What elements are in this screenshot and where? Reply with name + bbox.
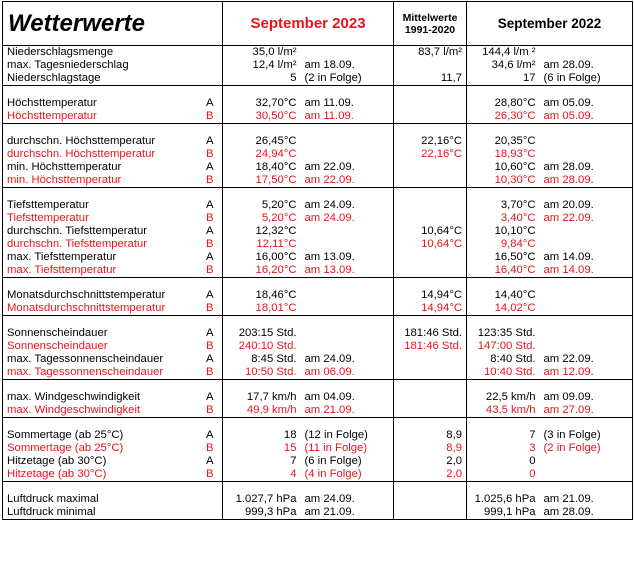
weather-table-sheet (2, 1, 632, 578)
header-mittelwerte-line2: 1991-2020 (404, 23, 456, 36)
spacer-cell (467, 418, 633, 430)
value-2022: 20,35°C (467, 135, 540, 148)
row-station-marker: A (205, 161, 214, 173)
spacer-cell (394, 316, 467, 328)
value-mittelwert: 14,94°C (394, 302, 467, 316)
spacer-row (3, 188, 633, 200)
detail-2023 (301, 340, 394, 353)
table-row (3, 391, 633, 404)
row-station-marker: A (205, 135, 214, 147)
value-2022: 16,50°C (467, 251, 540, 264)
table-row (3, 174, 633, 188)
row-label: Höchsttemperatur (3, 110, 198, 124)
spacer-cell (3, 380, 223, 392)
detail-2023: am 18.09. (304, 59, 355, 71)
value-2023: 12,32°C (223, 225, 301, 238)
value-mittelwert (394, 493, 467, 506)
row-station-marker: B (198, 404, 223, 418)
value-2023: 12,11°C (223, 238, 301, 251)
spacer-cell (394, 418, 467, 430)
row-station-marker (198, 46, 223, 60)
spacer-cell (223, 278, 394, 290)
spacer-cell (394, 482, 467, 494)
detail-2022 (540, 289, 633, 302)
row-label: max. Tiefsttemperatur (3, 251, 198, 264)
value-2023: 5 (223, 72, 301, 86)
row-station-marker: B (198, 174, 223, 188)
value-2023: 8:45 Std. (223, 353, 301, 366)
detail-2023: am 24.09. (304, 493, 355, 505)
spacer-cell (223, 316, 394, 328)
detail-2023: am 04.09. (304, 391, 355, 403)
value-mittelwert (394, 212, 467, 225)
page-title: Wetterwerte (3, 2, 223, 46)
detail-2022 (540, 455, 633, 468)
detail-2022 (540, 46, 633, 60)
value-2022: 22,5 km/h (467, 391, 540, 404)
value-2022: 123:35 Std. (467, 327, 540, 340)
value-2022: 1.025,6 hPa (467, 493, 540, 506)
detail-2022: (2 in Folge) (540, 442, 633, 455)
detail-2022: am 09.09. (540, 391, 633, 404)
value-mittelwert (394, 161, 467, 174)
spacer-cell (223, 482, 394, 494)
value-2022: 43,5 km/h (467, 404, 540, 418)
detail-2022: am 21.09. (540, 493, 633, 506)
detail-2022: am 22.09. (540, 353, 633, 366)
value-2022: 3,40°C (467, 212, 540, 225)
row-station-marker (198, 493, 223, 506)
table-row (3, 455, 633, 468)
spacer-cell (3, 482, 223, 494)
value-2022: 10:40 Std. (467, 366, 540, 380)
table-row (3, 72, 633, 86)
value-2023: 26,45°C (223, 135, 301, 148)
weather-values-table (2, 1, 633, 520)
row-label: Hitzetage (ab 30°C) (3, 455, 198, 468)
value-mittelwert (394, 251, 467, 264)
row-label: min. Höchsttemperatur (3, 161, 198, 174)
row-station-marker: A (205, 225, 214, 237)
value-mittelwert (394, 97, 467, 110)
table-row (3, 148, 633, 161)
value-mittelwert: 181:46 Std. (394, 340, 467, 353)
row-label: Monatsdurchschnittstemperatur (3, 302, 198, 316)
row-label: durchschn. Tiefsttemperatur (3, 238, 198, 251)
table-row (3, 404, 633, 418)
detail-2022: am 28.09. (540, 161, 633, 174)
value-2022: 3 (467, 442, 540, 455)
value-2023: 240:10 Std. (223, 340, 301, 353)
spacer-row (3, 316, 633, 328)
table-row (3, 59, 633, 72)
spacer-cell (394, 86, 467, 98)
value-mittelwert: 22,16°C (394, 135, 467, 148)
table-row (3, 225, 633, 238)
detail-2022: am 28.09. (540, 174, 633, 188)
table-row (3, 366, 633, 380)
row-label: max. Tagesniederschlag (3, 59, 198, 72)
table-row (3, 506, 633, 520)
detail-2022 (540, 327, 633, 340)
value-mittelwert: 2,0 (394, 455, 467, 468)
detail-2023 (301, 289, 394, 302)
row-label: max. Tagessonnenscheindauer (3, 353, 198, 366)
row-station-marker: A (205, 391, 214, 403)
value-2023: 24,94°C (223, 148, 301, 161)
row-station-marker: B (198, 302, 223, 316)
detail-2022: am 14.09. (540, 264, 633, 278)
row-station-marker: B (205, 340, 214, 352)
detail-2023: am 24.09. (304, 212, 355, 224)
value-2023: 17,50°C (223, 174, 301, 188)
value-mittelwert (394, 404, 467, 418)
table-row (3, 264, 633, 278)
spacer-cell (467, 86, 633, 98)
value-mittelwert (394, 366, 467, 380)
row-label: Sonnenscheindauer (3, 327, 198, 340)
value-2023: 12,4 l/m² (223, 59, 301, 72)
detail-2023 (301, 327, 394, 340)
row-label: Monatsdurchschnittstemperatur (3, 289, 198, 302)
detail-2023: am 13.09. (304, 251, 355, 263)
value-mittelwert: 14,94°C (394, 289, 467, 302)
detail-2023 (301, 46, 394, 60)
detail-2023: am 24.09. (304, 353, 355, 365)
row-station-marker (198, 72, 223, 86)
value-2022: 34,6 l/m² (467, 59, 540, 72)
value-2022: 17 (467, 72, 540, 86)
table-row (3, 327, 633, 340)
detail-2022 (540, 238, 633, 251)
spacer-row (3, 124, 633, 136)
detail-2022: am 14.09. (540, 251, 633, 264)
spacer-cell (394, 188, 467, 200)
value-2022: 10,60°C (467, 161, 540, 174)
value-2023: 18 (223, 429, 301, 442)
row-station-marker: A (205, 97, 214, 109)
spacer-cell (223, 86, 394, 98)
value-2022: 0 (467, 455, 540, 468)
detail-2023: am 21.09. (301, 506, 394, 520)
value-2022: 16,40°C (467, 264, 540, 278)
row-station-marker: A (205, 251, 214, 263)
row-label: max. Windgeschwindigkeit (3, 391, 198, 404)
row-label: Höchsttemperatur (3, 97, 198, 110)
value-mittelwert: 83,7 l/m² (394, 46, 467, 60)
row-label: Niederschlagsmenge (3, 46, 198, 60)
detail-2023 (301, 225, 394, 238)
spacer-cell (394, 278, 467, 290)
detail-2022: am 05.09. (540, 110, 633, 124)
value-mittelwert: 11,7 (394, 72, 467, 86)
value-2023: 18,01°C (223, 302, 301, 316)
detail-2023: (11 in Folge) (304, 442, 368, 454)
spacer-cell (467, 124, 633, 136)
value-2022: 999,1 hPa (467, 506, 540, 520)
value-mittelwert (394, 59, 467, 72)
table-row (3, 135, 633, 148)
table-row (3, 302, 633, 316)
value-2023: 4 (223, 468, 301, 482)
spacer-cell (394, 380, 467, 392)
spacer-cell (467, 188, 633, 200)
value-mittelwert (394, 506, 467, 520)
value-2023: 999,3 hPa (223, 506, 301, 520)
value-2022: 18,93°C (467, 148, 540, 161)
value-2023: 18,40°C (223, 161, 301, 174)
spacer-cell (394, 124, 467, 136)
spacer-cell (467, 278, 633, 290)
table-row (3, 429, 633, 442)
row-label: Sonnenscheindauer (3, 340, 198, 353)
row-station-marker: B (198, 468, 223, 482)
value-2022: 9,84°C (467, 238, 540, 251)
spacer-row (3, 482, 633, 494)
detail-2022: am 20.09. (540, 199, 633, 212)
header-september-2022: September 2022 (467, 2, 633, 46)
header-september-2023: September 2023 (223, 2, 394, 46)
row-label: max. Windgeschwindigkeit (3, 404, 198, 418)
row-station-marker: B (205, 148, 214, 160)
detail-2022: am 05.09. (540, 97, 633, 110)
value-mittelwert: 8,9 (394, 429, 467, 442)
row-label: Sommertage (ab 25°C) (3, 429, 198, 442)
detail-2022: am 12.09. (540, 366, 633, 380)
detail-2023 (301, 302, 394, 316)
detail-2023: am 22.09. (304, 161, 355, 173)
detail-2022: (3 in Folge) (540, 429, 633, 442)
value-2023: 16,20°C (223, 264, 301, 278)
value-2023: 1.027,7 hPa (223, 493, 301, 506)
spacer-cell (223, 188, 394, 200)
value-2023: 15 (223, 442, 301, 455)
value-2023: 5,20°C (223, 199, 301, 212)
value-2022: 3,70°C (467, 199, 540, 212)
value-mittelwert (394, 353, 467, 366)
row-station-marker: B (205, 442, 214, 454)
row-label: Tiefsttemperatur (3, 199, 198, 212)
spacer-row (3, 418, 633, 430)
value-2022: 0 (467, 468, 540, 482)
detail-2022: am 22.09. (540, 212, 633, 225)
row-label: durchschn. Höchsttemperatur (3, 148, 198, 161)
value-2023: 203:15 Std. (223, 327, 301, 340)
detail-2022 (540, 148, 633, 161)
value-2023: 30,50°C (223, 110, 301, 124)
row-label: min. Höchsttemperatur (3, 174, 198, 188)
detail-2023: am 06.09. (301, 366, 394, 380)
detail-2022: am 28.09. (540, 59, 633, 72)
detail-2023 (301, 148, 394, 161)
row-label: Luftdruck minimal (3, 506, 198, 520)
detail-2022 (540, 468, 633, 482)
value-mittelwert: 2,0 (394, 468, 467, 482)
value-mittelwert (394, 264, 467, 278)
row-label: Tiefsttemperatur (3, 212, 198, 225)
row-station-marker: A (205, 455, 214, 467)
value-2023: 17,7 km/h (223, 391, 301, 404)
table-row (3, 251, 633, 264)
table-row (3, 289, 633, 302)
row-label: durchschn. Höchsttemperatur (3, 135, 198, 148)
value-mittelwert (394, 199, 467, 212)
table-row (3, 442, 633, 455)
table-row (3, 353, 633, 366)
row-label: Sommertage (ab 25°C) (3, 442, 198, 455)
detail-2023: am 21.09. (301, 404, 394, 418)
value-mittelwert (394, 391, 467, 404)
value-mittelwert (394, 174, 467, 188)
row-station-marker: B (205, 238, 214, 250)
spacer-cell (223, 418, 394, 430)
value-2023: 32,70°C (223, 97, 301, 110)
value-2023: 5,20°C (223, 212, 301, 225)
detail-2022 (540, 225, 633, 238)
detail-2022 (540, 340, 633, 353)
detail-2023: am 11.09. (301, 110, 394, 124)
detail-2023: (4 in Folge) (301, 468, 394, 482)
table-row (3, 46, 633, 60)
detail-2023 (301, 135, 394, 148)
table-row (3, 238, 633, 251)
value-mittelwert: 8,9 (394, 442, 467, 455)
detail-2023: am 11.09. (304, 97, 354, 109)
value-2022: 28,80°C (467, 97, 540, 110)
value-mittelwert: 10,64°C (394, 225, 467, 238)
value-mittelwert: 22,16°C (394, 148, 467, 161)
value-2022: 10,30°C (467, 174, 540, 188)
table-row (3, 493, 633, 506)
table-row (3, 110, 633, 124)
row-station-marker: A (205, 327, 214, 339)
value-2022: 14,40°C (467, 289, 540, 302)
header-mittelwerte (394, 2, 467, 46)
detail-2023: am 13.09. (301, 264, 394, 278)
header-mittelwerte-line1: Mittelwerte (402, 11, 458, 24)
value-mittelwert: 10,64°C (394, 238, 467, 251)
detail-2023: am 22.09. (301, 174, 394, 188)
spacer-row (3, 86, 633, 98)
spacer-cell (3, 188, 223, 200)
value-2023: 35,0 l/m² (223, 46, 301, 60)
detail-2023: (2 in Folge) (301, 72, 394, 86)
value-mittelwert: 181:46 Std. (394, 327, 467, 340)
row-station-marker: B (205, 212, 214, 224)
spacer-cell (3, 278, 223, 290)
detail-2022: am 28.09. (540, 506, 633, 520)
table-row (3, 212, 633, 225)
spacer-cell (467, 482, 633, 494)
table-row (3, 161, 633, 174)
detail-2022: am 27.09. (540, 404, 633, 418)
row-station-marker (198, 506, 223, 520)
table-row (3, 340, 633, 353)
value-2023: 18,46°C (223, 289, 301, 302)
value-2023: 7 (223, 455, 301, 468)
spacer-row (3, 380, 633, 392)
spacer-cell (3, 418, 223, 430)
value-2022: 144,4 l/m ² (467, 46, 540, 60)
value-2022: 10,10°C (467, 225, 540, 238)
spacer-cell (3, 316, 223, 328)
row-station-marker: B (198, 110, 223, 124)
value-2023: 49,9 km/h (223, 404, 301, 418)
value-2022: 8:40 Std. (467, 353, 540, 366)
spacer-cell (223, 380, 394, 392)
detail-2022: (6 in Folge) (540, 72, 633, 86)
value-2022: 147:00 Std. (467, 340, 540, 353)
row-station-marker (198, 59, 223, 72)
row-label: Hitzetage (ab 30°C) (3, 468, 198, 482)
row-station-marker: B (198, 366, 223, 380)
table-row (3, 199, 633, 212)
detail-2023: (12 in Folge) (304, 429, 368, 441)
detail-2022 (540, 302, 633, 316)
row-station-marker: A (205, 289, 214, 301)
row-label: max. Tagessonnenscheindauer (3, 366, 198, 380)
row-station-marker: A (205, 429, 214, 441)
row-station-marker: A (205, 199, 214, 211)
detail-2023 (301, 238, 394, 251)
row-label: durchschn. Tiefsttemperatur (3, 225, 198, 238)
detail-2023: (6 in Folge) (304, 455, 362, 467)
table-row (3, 97, 633, 110)
table-row (3, 468, 633, 482)
value-2022: 7 (467, 429, 540, 442)
value-2022: 14,02°C (467, 302, 540, 316)
spacer-cell (223, 124, 394, 136)
header-row (3, 2, 633, 46)
value-2022: 26,30°C (467, 110, 540, 124)
row-label: max. Tiefsttemperatur (3, 264, 198, 278)
spacer-cell (3, 124, 223, 136)
value-2023: 16,00°C (223, 251, 301, 264)
detail-2023: am 24.09. (304, 199, 355, 211)
spacer-cell (467, 380, 633, 392)
row-label: Niederschlagstage (3, 72, 198, 86)
spacer-row (3, 278, 633, 290)
value-2023: 10:50 Std. (223, 366, 301, 380)
spacer-cell (467, 316, 633, 328)
spacer-cell (3, 86, 223, 98)
row-station-marker: B (198, 264, 223, 278)
detail-2022 (540, 135, 633, 148)
row-label: Luftdruck maximal (3, 493, 198, 506)
value-mittelwert (394, 110, 467, 124)
row-station-marker: A (205, 353, 214, 365)
